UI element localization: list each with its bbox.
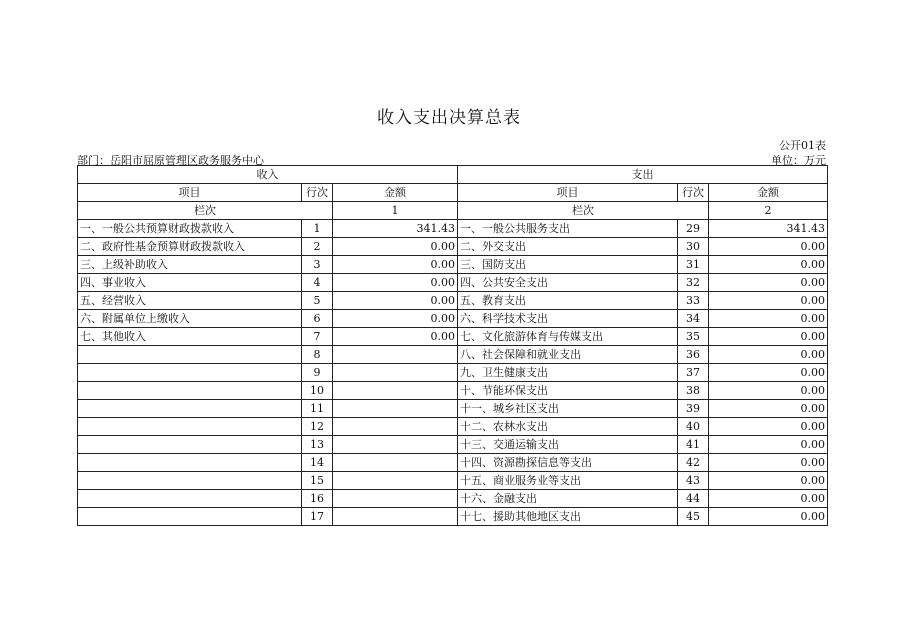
income-amount-cell: [333, 346, 458, 364]
income-amount-cell: [333, 400, 458, 418]
expense-item-cell: 十、节能环保支出: [458, 382, 678, 400]
income-amount-cell: 0.00: [333, 328, 458, 346]
expense-amount-cell: 0.00: [709, 400, 828, 418]
income-item-cell: [78, 382, 302, 400]
income-column-number: 1: [333, 202, 458, 220]
expense-column-label: 栏次: [458, 202, 709, 220]
income-line-cell: 15: [302, 472, 333, 490]
expense-line-cell: 43: [678, 472, 709, 490]
income-item-cell: 一、一般公共预算财政拨款收入: [78, 220, 302, 238]
income-line-cell: 17: [302, 508, 333, 526]
income-line-cell: 2: [302, 238, 333, 256]
expense-line-cell: 31: [678, 256, 709, 274]
income-item-cell: 六、附属单位上缴收入: [78, 310, 302, 328]
expense-line-cell: 32: [678, 274, 709, 292]
expense-amount-cell: 0.00: [709, 418, 828, 436]
expense-amount-cell: 0.00: [709, 256, 828, 274]
expense-amount-cell: 0.00: [709, 508, 828, 526]
expense-amount-cell: 0.00: [709, 292, 828, 310]
expense-item-cell: 十二、农林水支出: [458, 418, 678, 436]
expense-item-cell: 三、国防支出: [458, 256, 678, 274]
income-line-cell: 14: [302, 454, 333, 472]
expense-item-cell: 六、科学技术支出: [458, 310, 678, 328]
income-line-cell: 16: [302, 490, 333, 508]
income-line-cell: 12: [302, 418, 333, 436]
table-row: [78, 364, 828, 382]
expense-item-cell: 七、文化旅游体育与传媒支出: [458, 328, 678, 346]
income-item-cell: [78, 400, 302, 418]
table-row: [78, 382, 828, 400]
expense-line-cell: 38: [678, 382, 709, 400]
income-item-cell: 二、政府性基金预算财政拨款收入: [78, 238, 302, 256]
income-line-cell: 11: [302, 400, 333, 418]
expense-line-cell: 30: [678, 238, 709, 256]
expense-amount-header: 金额: [709, 184, 828, 202]
income-item-cell: [78, 346, 302, 364]
income-amount-cell: [333, 472, 458, 490]
expense-amount-cell: 0.00: [709, 454, 828, 472]
table-row: [78, 328, 828, 346]
expense-line-cell: 33: [678, 292, 709, 310]
income-item-cell: [78, 418, 302, 436]
income-line-cell: 5: [302, 292, 333, 310]
income-amount-cell: 0.00: [333, 310, 458, 328]
table-row: [78, 490, 828, 508]
expense-amount-cell: 0.00: [709, 310, 828, 328]
expense-item-cell: 十三、交通运输支出: [458, 436, 678, 454]
income-amount-cell: [333, 508, 458, 526]
expense-line-cell: 44: [678, 490, 709, 508]
income-line-cell: 7: [302, 328, 333, 346]
income-line-cell: 1: [302, 220, 333, 238]
income-item-cell: 四、事业收入: [78, 274, 302, 292]
expense-line-header: 行次: [678, 184, 709, 202]
expense-line-cell: 34: [678, 310, 709, 328]
expense-item-cell: 五、教育支出: [458, 292, 678, 310]
expense-item-cell: 四、公共安全支出: [458, 274, 678, 292]
expense-amount-cell: 0.00: [709, 436, 828, 454]
table-row: [78, 310, 828, 328]
expense-item-cell: 十七、援助其他地区支出: [458, 508, 678, 526]
expense-line-cell: 39: [678, 400, 709, 418]
expense-amount-cell: 0.00: [709, 382, 828, 400]
income-item-cell: [78, 436, 302, 454]
table-row: [78, 220, 828, 238]
table-row: [78, 472, 828, 490]
expense-line-cell: 37: [678, 364, 709, 382]
table-row: [78, 400, 828, 418]
expense-line-cell: 42: [678, 454, 709, 472]
expense-amount-cell: 0.00: [709, 238, 828, 256]
income-item-cell: 五、经营收入: [78, 292, 302, 310]
income-amount-cell: 0.00: [333, 274, 458, 292]
expense-item-cell: 十四、资源勘探信息等支出: [458, 454, 678, 472]
income-section-header: 收入: [78, 166, 458, 184]
expense-line-cell: 41: [678, 436, 709, 454]
expense-amount-cell: 0.00: [709, 328, 828, 346]
department-label: 部门：岳阳市屈原管理区政务服务中心: [77, 154, 264, 167]
table-row: [78, 274, 828, 292]
expense-amount-cell: 0.00: [709, 346, 828, 364]
expense-amount-cell: 0.00: [709, 364, 828, 382]
income-amount-cell: 0.00: [333, 256, 458, 274]
income-amount-cell: [333, 454, 458, 472]
expense-column-number: 2: [709, 202, 828, 220]
table-row: [78, 418, 828, 436]
income-line-cell: 8: [302, 346, 333, 364]
expense-line-cell: 36: [678, 346, 709, 364]
income-item-cell: [78, 454, 302, 472]
table-row: [78, 436, 828, 454]
expense-item-header: 项目: [458, 184, 678, 202]
income-amount-cell: 341.43: [333, 220, 458, 238]
income-line-cell: 13: [302, 436, 333, 454]
income-amount-cell: [333, 490, 458, 508]
income-item-cell: 七、其他收入: [78, 328, 302, 346]
table-row: [78, 346, 828, 364]
income-item-cell: 三、上级补助收入: [78, 256, 302, 274]
expense-item-cell: 二、外交支出: [458, 238, 678, 256]
summary-table: [77, 165, 828, 526]
expense-amount-cell: 0.00: [709, 472, 828, 490]
expense-section-header: 支出: [458, 166, 828, 184]
income-amount-cell: 0.00: [333, 292, 458, 310]
income-line-cell: 9: [302, 364, 333, 382]
table-row: [78, 238, 828, 256]
income-amount-header: 金额: [333, 184, 458, 202]
income-item-cell: [78, 364, 302, 382]
income-item-header: 项目: [78, 184, 302, 202]
income-amount-cell: [333, 436, 458, 454]
unit-label: 单位：万元: [771, 154, 826, 167]
income-item-cell: [78, 490, 302, 508]
income-line-header: 行次: [302, 184, 333, 202]
table-row: [78, 454, 828, 472]
income-item-cell: [78, 472, 302, 490]
expense-item-cell: 十五、商业服务业等支出: [458, 472, 678, 490]
income-line-cell: 10: [302, 382, 333, 400]
income-column-label: 栏次: [78, 202, 333, 220]
form-code: 公开01表: [779, 139, 826, 152]
expense-item-cell: 八、社会保障和就业支出: [458, 346, 678, 364]
table-row: [78, 256, 828, 274]
page-title: 收入支出决算总表: [377, 108, 521, 128]
expense-item-cell: 十一、城乡社区支出: [458, 400, 678, 418]
expense-line-cell: 29: [678, 220, 709, 238]
expense-item-cell: 九、卫生健康支出: [458, 364, 678, 382]
income-item-cell: [78, 508, 302, 526]
expense-line-cell: 35: [678, 328, 709, 346]
income-amount-cell: [333, 382, 458, 400]
expense-line-cell: 40: [678, 418, 709, 436]
section-header-row: [78, 166, 828, 184]
income-line-cell: 3: [302, 256, 333, 274]
income-amount-cell: [333, 364, 458, 382]
expense-amount-cell: 0.00: [709, 274, 828, 292]
expense-amount-cell: 341.43: [709, 220, 828, 238]
table-row: [78, 292, 828, 310]
income-amount-cell: 0.00: [333, 238, 458, 256]
column-header-row: [78, 184, 828, 202]
income-line-cell: 4: [302, 274, 333, 292]
expense-line-cell: 45: [678, 508, 709, 526]
income-line-cell: 6: [302, 310, 333, 328]
income-amount-cell: [333, 418, 458, 436]
expense-item-cell: 十六、金融支出: [458, 490, 678, 508]
table-row: [78, 508, 828, 526]
column-number-row: [78, 202, 828, 220]
expense-item-cell: 一、一般公共服务支出: [458, 220, 678, 238]
expense-amount-cell: 0.00: [709, 490, 828, 508]
